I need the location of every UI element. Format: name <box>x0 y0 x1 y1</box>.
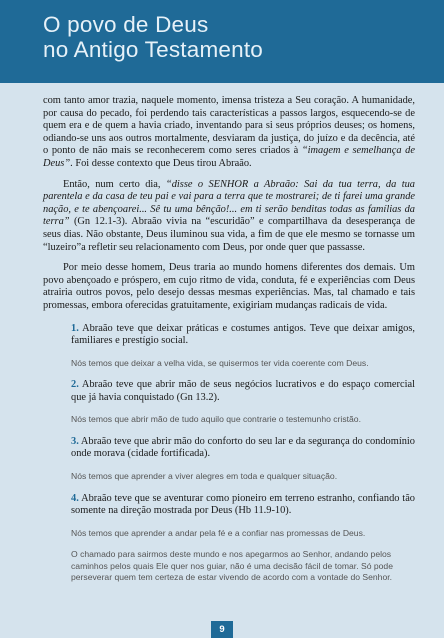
list-item-4 <box>71 493 415 518</box>
paragraph-1-quote: “imagem e semelhança de Deus” <box>43 145 415 169</box>
item-text: Abraão teve que se aventurar como pioneiro em terreno estranho, confiando tão somente na direção mostrada por Deus (Hb 11.9-10). <box>71 492 415 517</box>
paragraph-1-text: com tanto amor trazia, naquele momento, imensa tristeza a Seu coração. A humanidade, por causa do pecado, foi perdendo tais características a passos largos, esquecendo-se de quem era e de quem a havia criado, inventando para si seus próprios deuses; os homens, odiando-se uns aos outros mortalmente, desviaram da justiça, do juízo e da decência, até o ponto de não mais se reconhecerem como seres criados à <box>43 95 415 157</box>
item-text: Abraão teve que abrir mão do conforto do seu lar e da segurança do condomínio onde morava (cidade fortificada). <box>71 435 415 460</box>
item-text: Abraão teve que abrir mão de seus negócios lucrativos e do espaço comercial que já havia conquistado (Gn 13.2). <box>71 379 416 403</box>
page-header <box>0 0 444 83</box>
paragraph-2-end: (Gn 12.1-3). Abraão vivia na “escuridão” e compartilhava da desesperança de seus dias. Não obstante, Deus iluminou sua vida, a fim de que ele mesmo se tornasse um “luzeiro”a refletir seu relacionamento com Deus, por onde quer que passasse. <box>43 216 415 253</box>
page-number: 9 <box>211 621 233 638</box>
title-line-2: no Antigo Testamento <box>43 37 263 62</box>
item-note: Nós temos que abrir mão de tudo aquilo que contrarie o testemunho cristão. <box>71 414 361 425</box>
list-item-1 <box>71 323 415 348</box>
item-note: Nós temos que deixar a velha vida, se quisermos ter vida coerente com Deus. <box>71 357 369 368</box>
item-number: 3. <box>71 435 79 447</box>
paragraph-1 <box>43 95 415 171</box>
item-number: 4. <box>71 492 79 504</box>
closing-paragraph: O chamado para sairmos deste mundo e nos apegarmos ao Senhor, andando pelos caminhos pelos quais Ele quer nos guiar, não é uma decisão fácil de tomar. Só pode perseverar quem tem certeza de estar vivendo de acordo com a vontade do Senhor. <box>71 549 393 583</box>
item-note: Nós temos que aprender a andar pela fé e a confiar nas promessas de Deus. <box>71 527 366 538</box>
list-item-3 <box>71 436 415 461</box>
item-note: Nós temos que aprender a viver alegres em toda e qualquer situação. <box>71 471 338 482</box>
page-title <box>43 12 263 62</box>
paragraph-2-quote: “disse o SENHOR a Abraão: Sai da tua terra, da tua parentela e da casa de teu pai e vai para a terra que te mostrarei; de ti farei uma grande nação, e te abençoarei... Sê tu uma bênção!... em ti serão benditas todas as famílias da terra” <box>43 178 415 228</box>
item-number: 1. <box>71 322 79 334</box>
paragraph-1-end: . Foi desse contexto que Deus tirou Abraão. <box>70 157 252 169</box>
paragraph-3: Por meio desse homem, Deus traria ao mundo homens diferentes dos demais. Um povo abençoado e próspero, em cujo ritmo de vida, conduta, fé e experiências com Deus atrairia outros povos, pelo desejo dessas mesmas experiências. Mas, tal chamado e tais promessas, embora oferecidas gratuitamente, exigiriam mudanças radicais de vida. <box>43 262 415 311</box>
paragraph-2-start: Então, num certo dia, <box>63 178 161 190</box>
item-number: 2. <box>71 379 79 391</box>
title-line-1: O povo de Deus <box>43 12 209 37</box>
list-item-2 <box>71 379 415 404</box>
paragraph-2 <box>43 179 415 255</box>
item-text: Abraão teve que deixar práticas e costumes antigos. Teve que deixar amigos, familiares e prestígio social. <box>71 322 415 347</box>
page-content <box>43 95 415 584</box>
